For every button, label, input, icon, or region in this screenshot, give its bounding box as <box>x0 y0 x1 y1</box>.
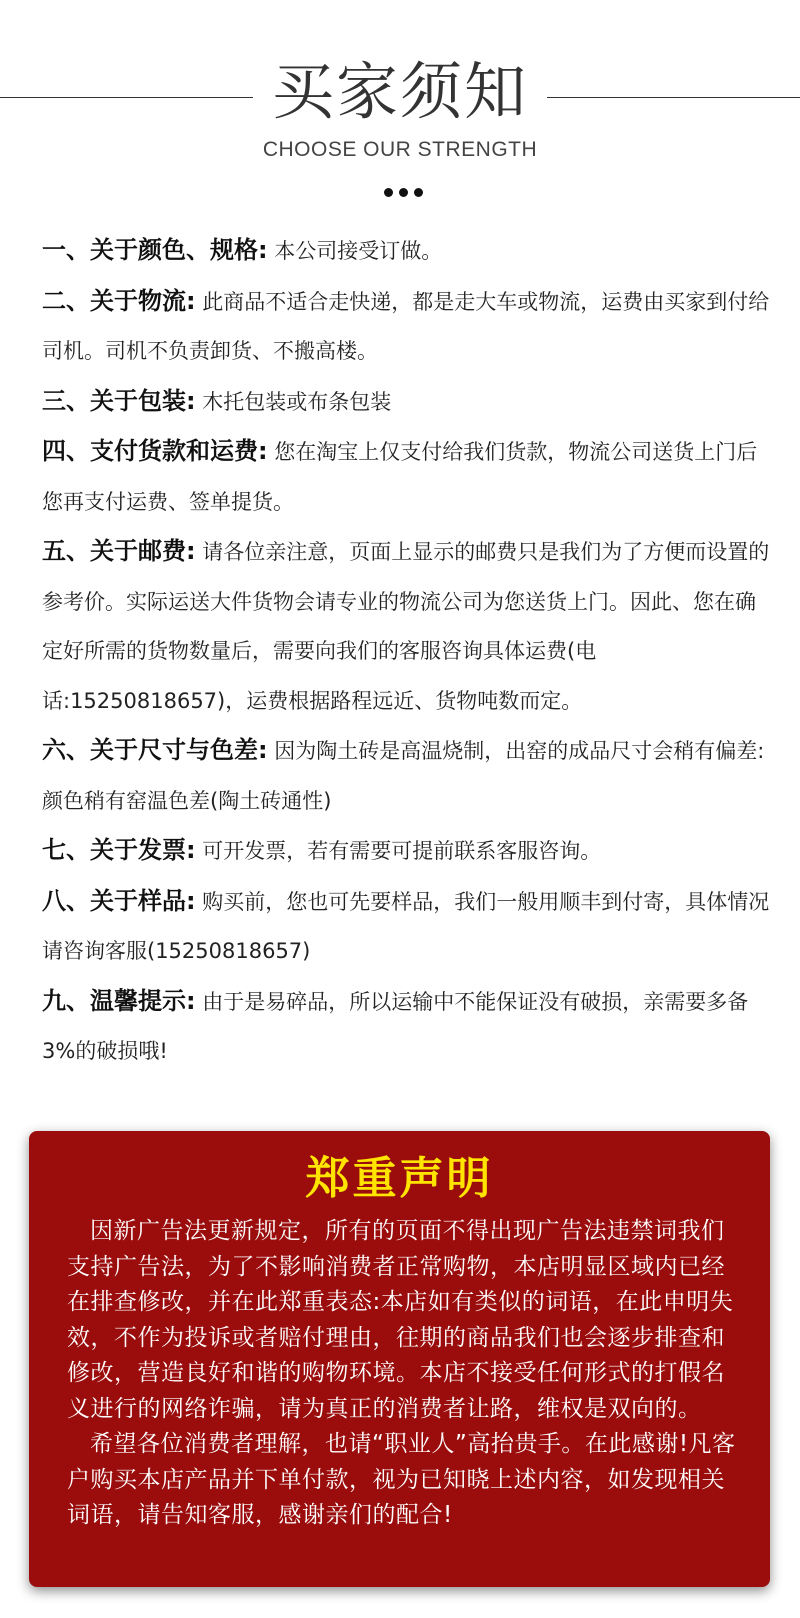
notice-item <box>42 726 772 826</box>
notice-text: 请各位亲注意，页面上显示的邮费只是我们为了方便而设置的参考价。实际运送大件货物会请专业的物流公司为您送货上门。因此、您在确定好所需的货物数量后，需要向我们的客服咨询具体运费(电话:15250818657)，运费根据路程远近、货物吨数而定。 <box>42 540 770 713</box>
notice-heading: 二、关于物流: <box>42 286 196 315</box>
statement-paragraph: 希望各位消费者理解，也请“职业人”高抬贵手。在此感谢!凡客户购买本店产品并下单付款，视为已知晓上述内容，如发现相关词语，请告知客服，感谢亲们的配合! <box>67 1431 736 1528</box>
notice-text: 由于是易碎品，所以运输中不能保证没有破损，亲需要多备3%的破损哦! <box>42 989 749 1063</box>
notice-text: 本公司接受订做。 <box>274 239 443 263</box>
statement-panel <box>29 1131 770 1587</box>
statement-title: 郑重声明 <box>305 1153 494 1204</box>
page-title: 买家须知 <box>271 55 528 128</box>
statement-paragraph: 因新广告法更新规定，所有的页面不得出现广告法违禁词我们支持广告法，为了不影响消费者正常购物，本店明显区域内已经在排查修改，并在此郑重表态:本店如有类似的词语，在此申明失效，不作为投诉或者赔付理由，往期的商品我们也会逐步排查和修改，营造良好和谐的购物环境。本店不接受任何形式的打假名义进行的网络诈骗，请为真正的消费者让路，维权是双向的。 <box>67 1218 734 1422</box>
notice-text: 因为陶土砖是高温烧制，出窑的成品尺寸会稍有偏差:颜色稍有窑温色差(陶土砖通性) <box>42 739 765 813</box>
dot-icon <box>384 188 393 197</box>
notice-heading: 三、关于包装: <box>42 386 196 415</box>
notice-item <box>42 826 772 877</box>
notice-item <box>42 277 772 377</box>
title-divider-right <box>547 97 800 98</box>
statement-text <box>67 1214 737 1534</box>
notice-item <box>42 226 772 277</box>
notice-item <box>42 377 772 428</box>
notice-text: 此商品不适合走快递，都是走大车或物流，运费由买家到付给司机。司机不负责卸货、不搬高楼。 <box>42 289 770 363</box>
notice-heading: 八、关于样品: <box>42 886 196 915</box>
notice-heading: 六、关于尺寸与色差: <box>42 736 268 764</box>
notice-item <box>42 527 772 726</box>
notice-heading: 五、关于邮费: <box>42 537 196 565</box>
notice-item <box>42 427 772 527</box>
notice-list <box>42 226 772 1077</box>
notice-text: 木托包装或布条包装 <box>202 389 392 414</box>
dot-icon <box>414 188 423 197</box>
decorative-dots <box>384 188 424 198</box>
notice-heading: 七、关于发票: <box>42 836 196 864</box>
notice-text: 您在淘宝上仅支付给我们货款，物流公司送货上门后您再支付运费、签单提货。 <box>42 440 758 514</box>
notice-heading: 九、温馨提示: <box>42 986 196 1015</box>
notice-heading: 四、支付货款和运费: <box>42 437 268 465</box>
notice-item <box>42 877 772 977</box>
notice-text: 可开发票，若有需要可提前联系客服咨询。 <box>202 839 602 863</box>
page-subtitle: CHOOSE OUR STRENGTH <box>262 138 538 161</box>
dot-icon <box>399 188 408 197</box>
notice-item <box>42 977 772 1077</box>
notice-heading: 一、关于颜色、规格: <box>42 236 268 264</box>
notice-text: 购买前，您也可先要样品，我们一般用顺丰到付寄，具体情况请咨询客服(15250818657) <box>42 889 770 963</box>
